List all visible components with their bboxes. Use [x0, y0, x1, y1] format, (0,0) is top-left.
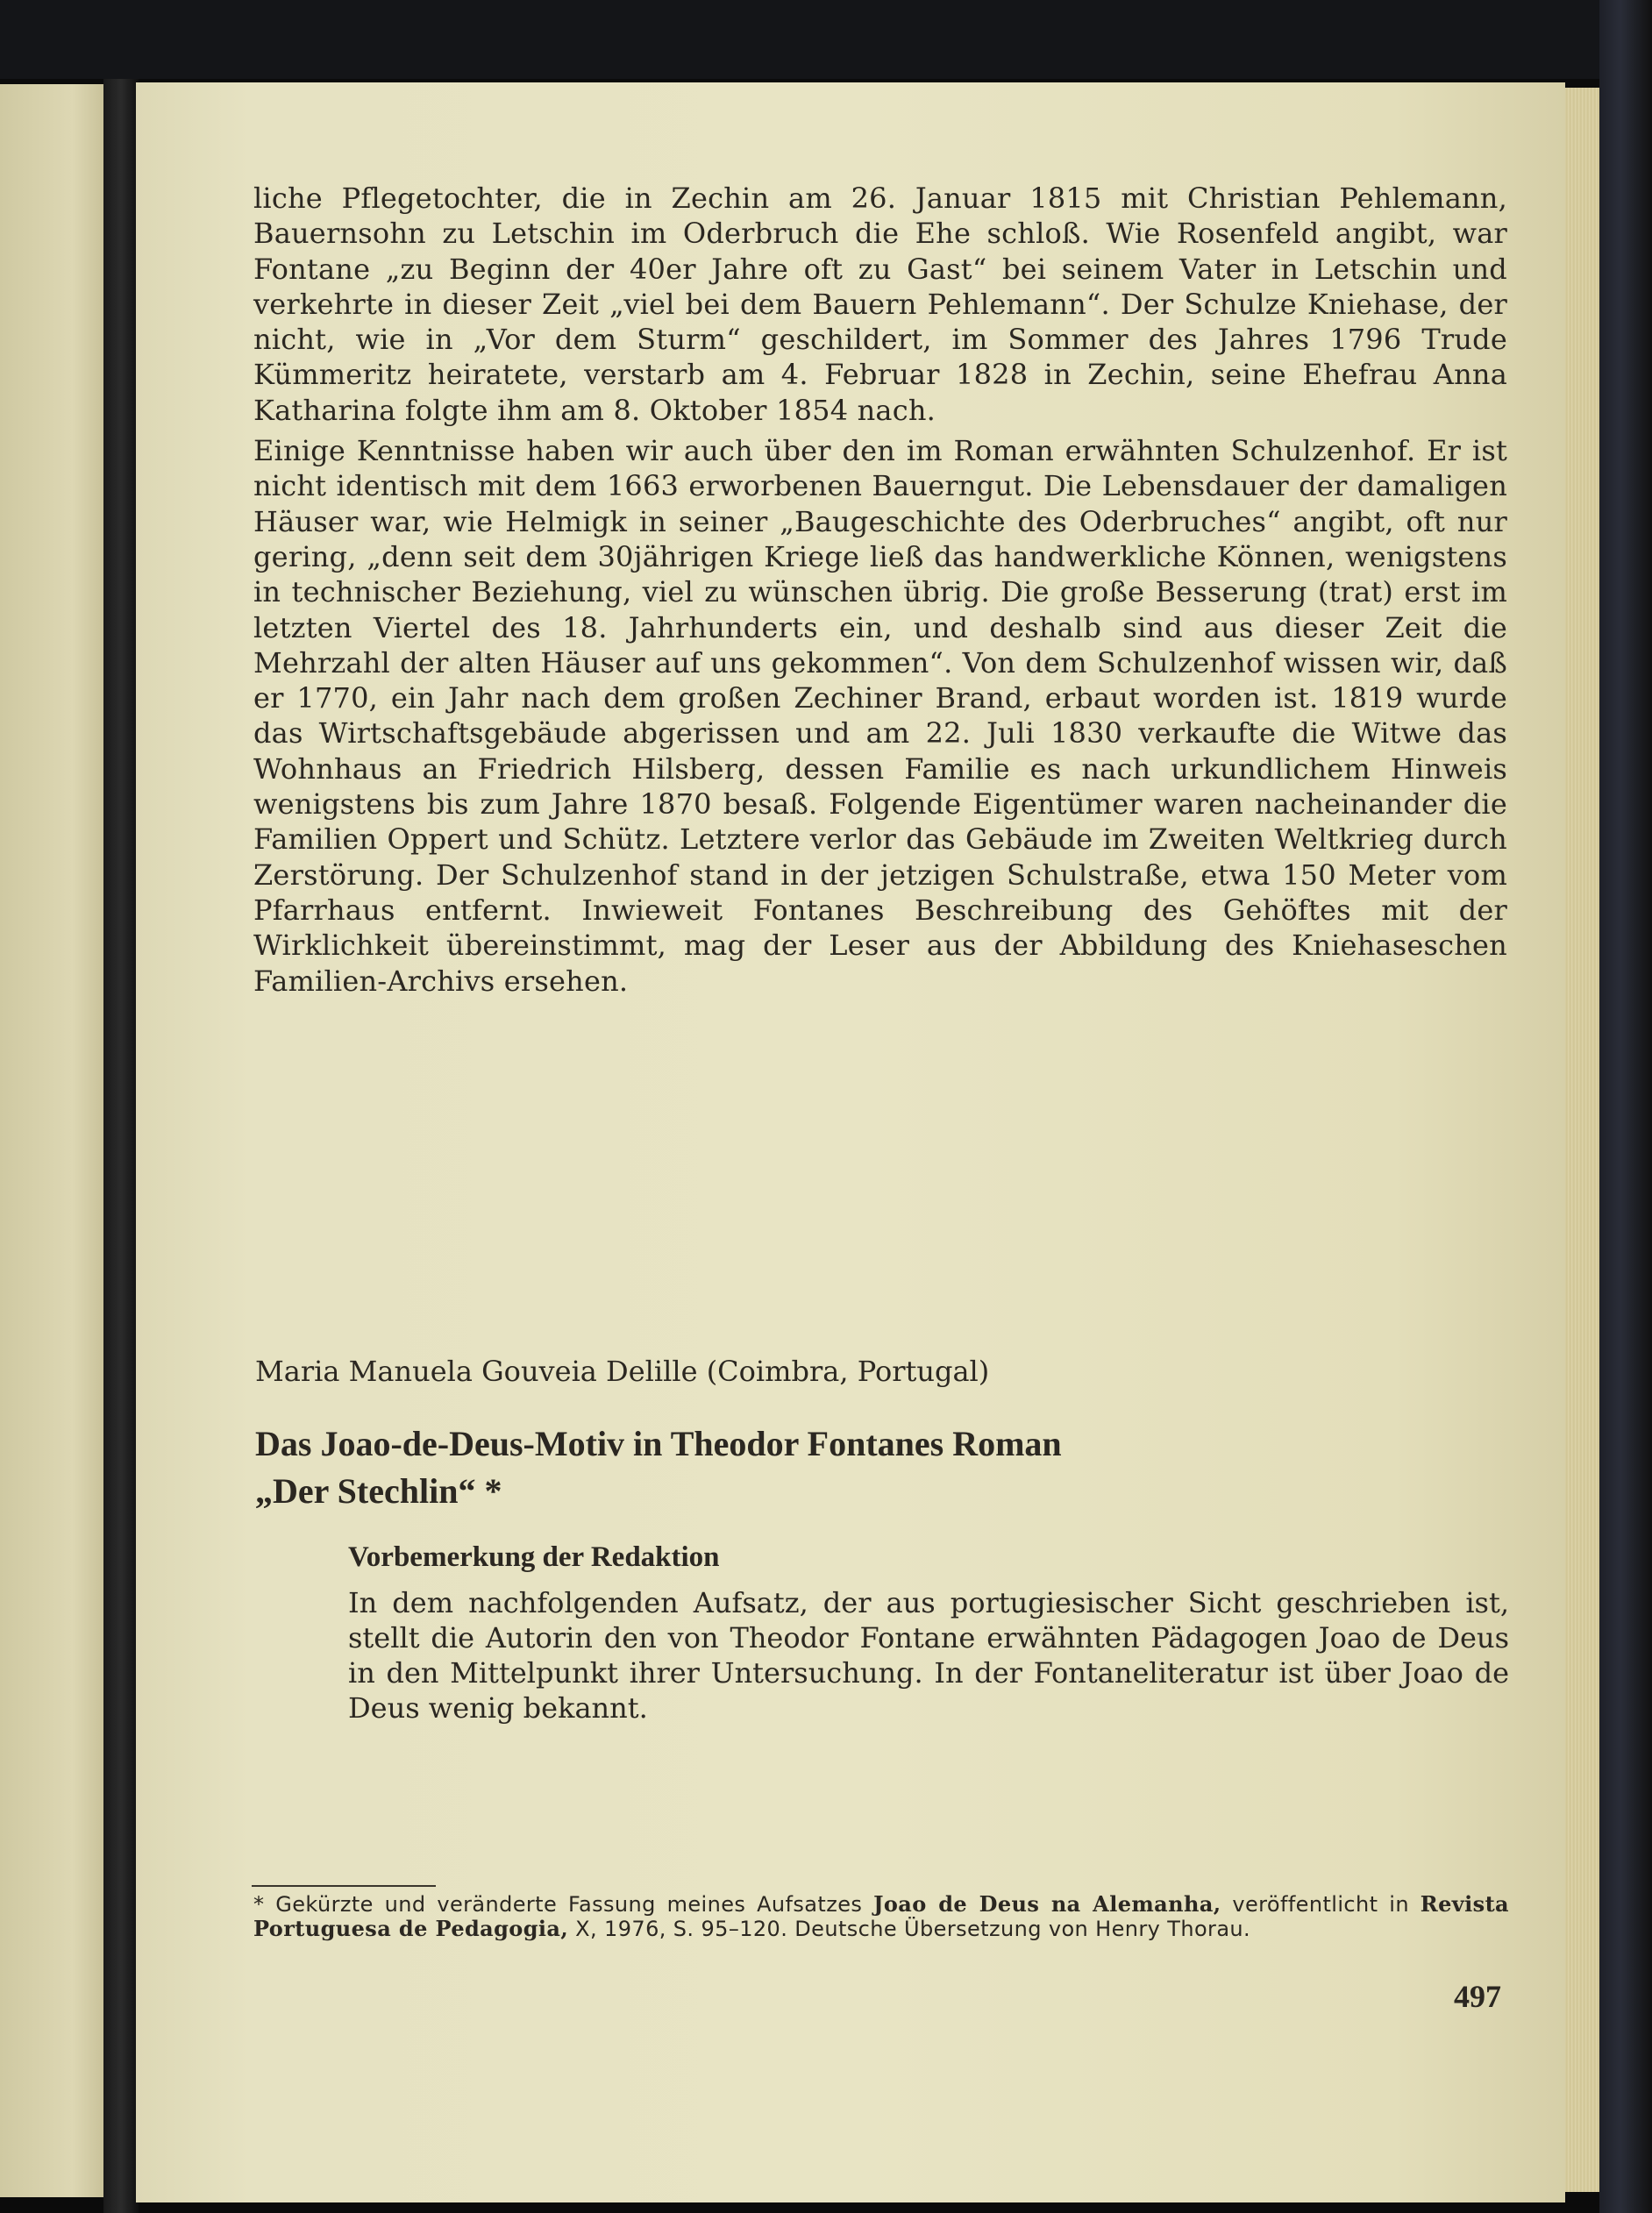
- article-author: Maria Manuela Gouveia Delille (Coimbra, Portugal): [255, 1355, 990, 1388]
- page-number: 497: [1454, 1979, 1501, 2014]
- footnote-marker: *: [253, 1892, 265, 1917]
- footnote-article-title: Joao de Deus na Alemanha,: [873, 1891, 1221, 1917]
- article-title-line: Das Joao-de-Deus-Motiv in Theodor Fontanes Roman: [255, 1424, 1062, 1463]
- footnote-text: X, 1976, S. 95–120. Deutsche Übersetzung von Henry Thorau.: [575, 1917, 1251, 1941]
- book-fore-edge: [1565, 88, 1602, 2192]
- article-title-line: „Der Stechlin“ *: [255, 1471, 502, 1511]
- paragraph: Einige Kenntnisse haben wir auch über den im Roman erwähnten Schulzenhof. Er ist nicht identisch mit dem 1663 erworbenen Bauerngut. Die Lebensdauer der damaligen Häuser war, wie Helmigk in seiner „Baugeschichte des Oderbruches“ angibt, oft nur gering, „denn seit dem 30jährigen Kriege ließ das handwerkliche Können, wenigstens in technischer Beziehung, viel zu wünschen übrig. Die große Besserung (trat) erst im letzten Viertel des 18. Jahrhunderts ein, und deshalb sind aus dieser Zeit die Mehrzahl der alten Häuser auf uns gekommen“. Von dem Schulzenhof wissen wir, daß er 1770, ein Jahr nach dem großen Zechiner Brand, erbaut worden ist. 1819 wurde das Wirtschaftsgebäude abgerissen und am 22. Juli 1830 verkaufte die Witwe das Wohnhaus an Friedrich Hilsberg, dessen Familie es nach urkundlichem Hinweis wenigstens bis zum Jahre 1870 besaß. Folgende Eigentümer waren nacheinander die Familien Oppert und Schütz. Letztere verlor das Gebäude im Zweiten Weltkrieg durch Zerstörung. Der Schulzenhof stand in der jetzigen Schulstraße, etwa 150 Meter vom Pfarrhaus entfernt. Inwieweit Fontanes Beschreibung des Gehöftes mit der Wirklichkeit übereinstimmt, mag der Leser aus der Abbildung des Kniehaseschen Familien-Archivs ersehen.: [253, 434, 1507, 998]
- body-text: [253, 181, 1507, 999]
- book-cover-top: [0, 0, 1652, 79]
- book-cover-right: [1599, 0, 1652, 2213]
- footnote-text: Gekürzte und veränderte Fassung meines Aufsatzes: [275, 1892, 863, 1917]
- footnote-rule: [252, 1885, 436, 1887]
- preface-text: In dem nachfolgenden Aufsatz, der aus portugiesischer Sicht geschrieben ist, stellt die Autorin den von Theodor Fontane erwähnten Pädagogen Joao de Deus in den Mittelpunkt ihrer Untersuchung. In der Fontaneliteratur ist über Joao de Deus wenig bekannt.: [348, 1586, 1509, 1725]
- book-page: [136, 82, 1565, 2202]
- footnote-journal: Revista Portuguesa de Pedagogia,: [253, 1891, 1510, 1941]
- preface-heading: Vorbemerkung der Redaktion: [348, 1541, 720, 1573]
- article-title: [255, 1420, 1500, 1515]
- previous-page-edge: [0, 84, 103, 2197]
- editorial-preface: [348, 1540, 1509, 1726]
- paragraph: liche Pflegetochter, die in Zechin am 26. Januar 1815 mit Christian Pehlemann, Bauernsohn zu Letschin im Oderbruch die Ehe schloß. Wie Rosenfeld angibt, war Fontane „zu Beginn der 40er Jahre oft zu Gast“ bei seinem Vater in Letschin und verkehrte in dieser Zeit „viel bei dem Bauern Pehlemann“. Der Schulze Kniehase, der nicht, wie in „Vor dem Sturm“ geschildert, im Sommer des Jahres 1796 Trude Kümmeritz heiratete, verstarb am 4. Februar 1828 in Zechin, seine Ehefrau Anna Katharina folgte ihm am 8. Oktober 1854 nach.: [253, 181, 1507, 427]
- footnote-text: veröffentlicht in: [1232, 1892, 1409, 1917]
- book-gutter: [103, 79, 139, 2213]
- footnote: [253, 1892, 1509, 1941]
